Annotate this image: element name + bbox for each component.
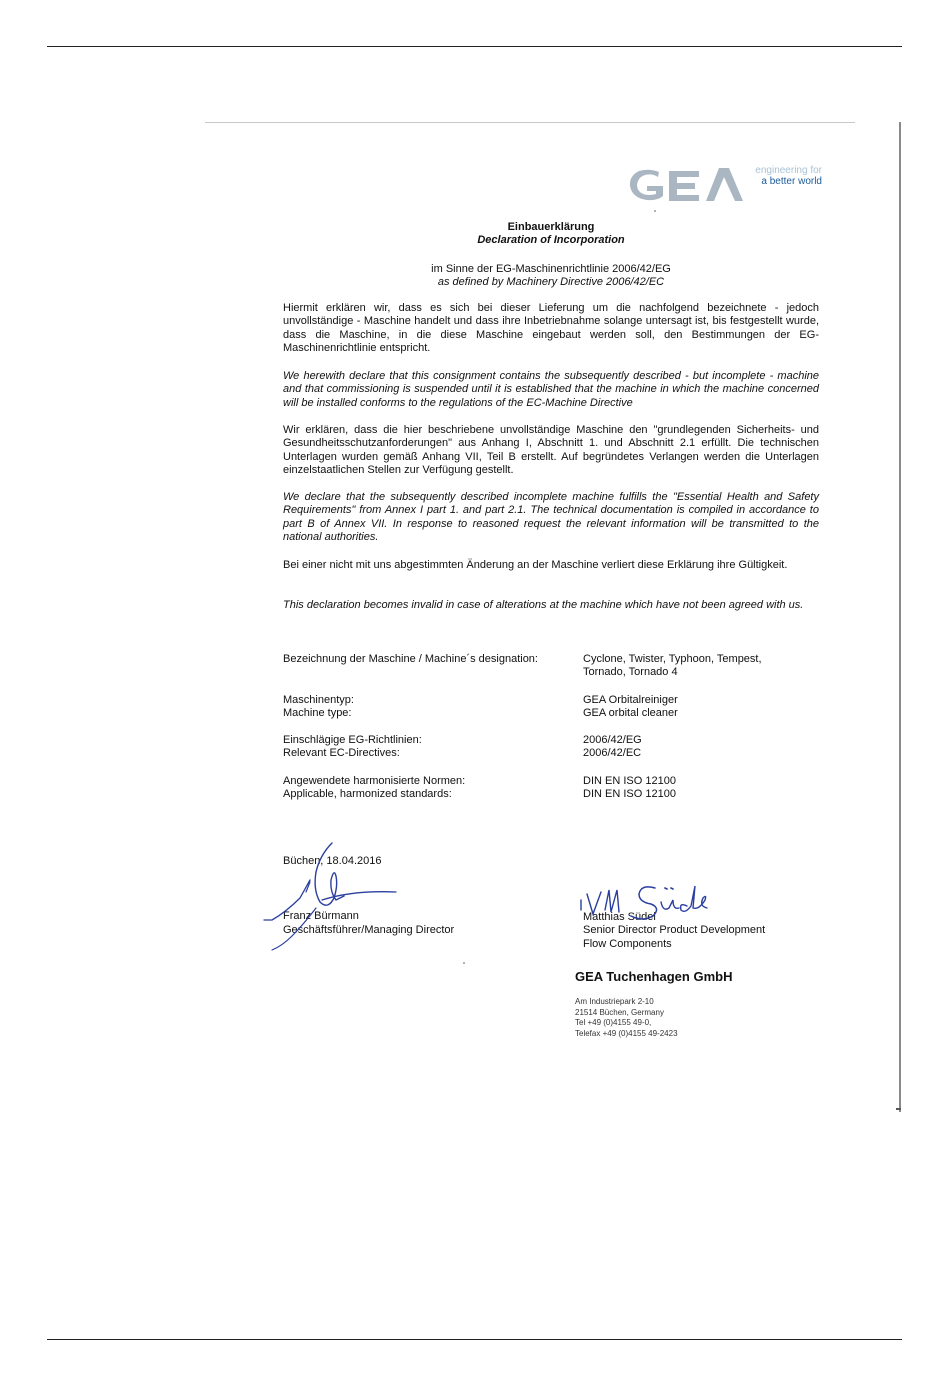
tagline-line2: a better world — [761, 176, 822, 187]
signature-right — [575, 880, 715, 930]
label-line: Einschlägige EG-Richtlinien: — [283, 734, 422, 746]
detail-label — [283, 653, 573, 666]
value-line: GEA Orbitalreiniger — [583, 694, 678, 706]
paragraph-validity-en: This declaration becomes invalid in case of alterations at the machine which have not been agreed with us. — [283, 599, 804, 611]
page-bottom-rule — [47, 1339, 902, 1340]
subtitle-de: im Sinne der EG-Maschinenrichtlinie 2006/42/EG — [431, 263, 671, 275]
address-fax: Telefax +49 (0)4155 49-2423 — [575, 1028, 678, 1038]
value-line: GEA orbital cleaner — [583, 707, 678, 720]
scan-speck — [463, 962, 465, 964]
detail-value — [583, 653, 823, 680]
scan-speck — [654, 210, 656, 212]
scan-edge-mark — [896, 1108, 901, 1110]
value-line: 2006/42/EG — [583, 734, 642, 746]
signatory-department: Flow Components — [583, 937, 672, 950]
paragraph-declaration-en: We herewith declare that this consignment contains the subsequently described - but incomplete - machine and that commissioning is suspended until it is established that the machine in which the machine concerned will be installed conforms to the regulations of the EC-Machine Directive — [283, 370, 819, 409]
page-top-rule — [47, 46, 902, 47]
detail-label — [283, 734, 573, 761]
company-address — [575, 997, 678, 1039]
detail-value — [583, 734, 823, 761]
paragraph-declaration-de: Hiermit erklären wir, dass es sich bei dieser Lieferung um die nachfolgend bezeichnete - jedoch unvollständige - Maschine handelt und dass ihre Inbetriebnahme solange untersagt ist, bis festgestellt wurde, dass die Maschine, in die diese Maschine eingebaut werden soll, den Bestimmungen der EG-Maschinenrichtlinie entspricht. — [283, 302, 819, 355]
scan-top-edge — [205, 122, 855, 123]
company-name: GEA Tuchenhagen GmbH — [575, 969, 733, 984]
scan-right-edge — [899, 122, 901, 1112]
paragraph-validity-de: Bei einer nicht mit uns abgestimmten Änderung an der Maschine verliert diese Erklärung ihre Gültigkeit. — [283, 559, 788, 571]
paragraph-requirements-de: Wir erklären, dass die hier beschriebene unvollständige Maschine den "grundlegenden Sicherheits- und Gesundheitsschutzanforderungen" aus Anhang I, Abschnitt 1. und Abschnitt 2.1 erfüllt. Die technischen Unterlagen wurden gemäß Anhang VII, Teil B erstellt. Auf begründetes Verlangen werden die Unterlagen einzelstaatlichen Stellen zur Verfügung gestellt. — [283, 424, 819, 477]
signatory-name: Matthias Südel — [583, 911, 656, 923]
value-line: Cyclone, Twister, Typhoon, Tempest, — [583, 653, 762, 665]
gea-logo — [625, 160, 825, 204]
title-de: Einbauerklärung — [507, 221, 595, 233]
detail-label — [283, 694, 573, 721]
address-phone: Tel +49 (0)4155 49-0, — [575, 1018, 652, 1027]
value-line: 2006/42/EC — [583, 747, 642, 760]
logo-tagline — [742, 165, 822, 187]
subtitle-en: as defined by Machinery Directive 2006/42/EC — [437, 276, 665, 288]
value-line: Tornado, Tornado 4 — [583, 666, 678, 679]
document-subtitle — [283, 263, 819, 289]
label-line: Bezeichnung der Maschine / Machine´s designation: — [283, 653, 538, 665]
signatory-name: Franz Bürmann — [283, 910, 359, 923]
place-date: Büchen, 18.04.2016 — [283, 855, 382, 867]
document-title — [283, 221, 819, 247]
detail-value — [583, 775, 823, 802]
value-line: DIN EN ISO 12100 — [583, 775, 676, 787]
address-street: Am Industriepark 2-10 — [575, 997, 654, 1006]
gea-logo-mark — [625, 162, 745, 204]
label-line: Maschinentyp: — [283, 694, 354, 706]
label-line: Applicable, harmonized standards: — [283, 788, 452, 801]
value-line: DIN EN ISO 12100 — [583, 788, 676, 801]
signatory-role: Senior Director Product Development — [583, 924, 766, 937]
label-line: Machine type: — [283, 707, 352, 720]
label-line: Relevant EC-Directives: — [283, 747, 400, 760]
signatory-role: Geschäftsführer/Managing Director — [283, 923, 455, 936]
detail-label — [283, 775, 573, 802]
paragraph-requirements-en: We declare that the subsequently described incomplete machine fulfills the "Essential Health and Safety Requirements" from Annex I part 1. and part 2.1. The technical documentation is compiled in accordance to part B of Annex VII. In response to reasoned request the relevant information will be transmitted to the national authorities. — [283, 491, 819, 544]
address-city: 21514 Büchen, Germany — [575, 1007, 664, 1017]
tagline-line1: engineering for — [755, 165, 822, 176]
detail-value — [583, 694, 823, 721]
signature-left — [258, 840, 408, 955]
label-line: Angewendete harmonisierte Normen: — [283, 775, 466, 787]
title-en: Declaration of Incorporation — [477, 234, 625, 246]
